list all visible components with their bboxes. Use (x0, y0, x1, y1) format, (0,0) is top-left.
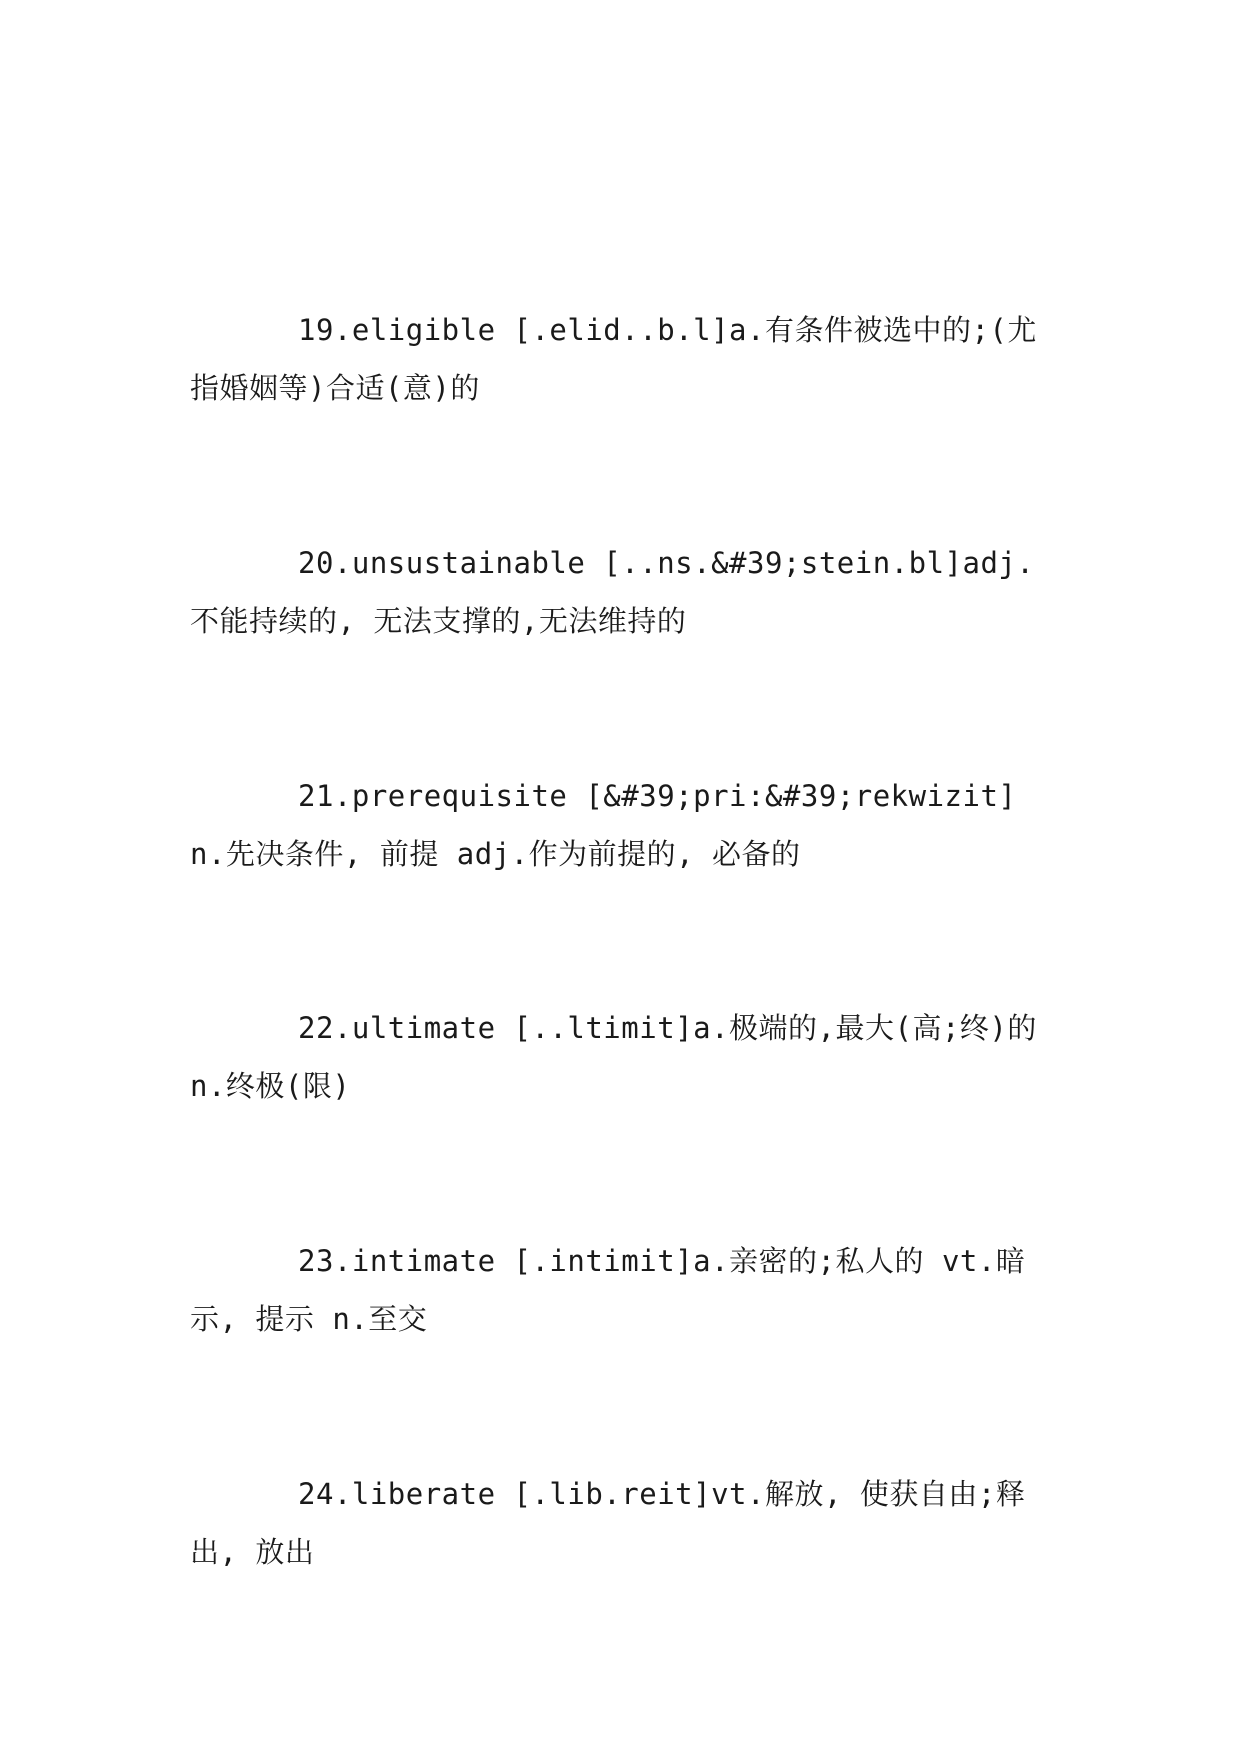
vocabulary-entry-24: 24.liberate [.lib.reit]vt.解放, 使获自由;释出, 放出 (190, 1477, 1026, 1569)
vocabulary-entry-22: 22.ultimate [..ltimit]a.极端的,最大(高;终)的 n.终极(限) (190, 1011, 1037, 1103)
vocabulary-entry-19: 19.eligible [.elid..b.l]a.有条件被选中的;(尤指婚姻等)合适(意)的 (190, 313, 1037, 405)
vocabulary-entry-23: 23.intimate [.intimit]a.亲密的;私人的 vt.暗示, 提示 n.至交 (190, 1244, 1026, 1336)
vocabulary-entry-21: 21.prerequisite [&#39;pri:&#39;rekwizit] n.先决条件, 前提 adj.作为前提的, 必备的 (190, 779, 1017, 871)
vocabulary-entry-20: 20.unsustainable [..ns.&#39;stein.bl]adj.不能持续的, 无法支撑的,无法维持的 (190, 546, 1035, 638)
